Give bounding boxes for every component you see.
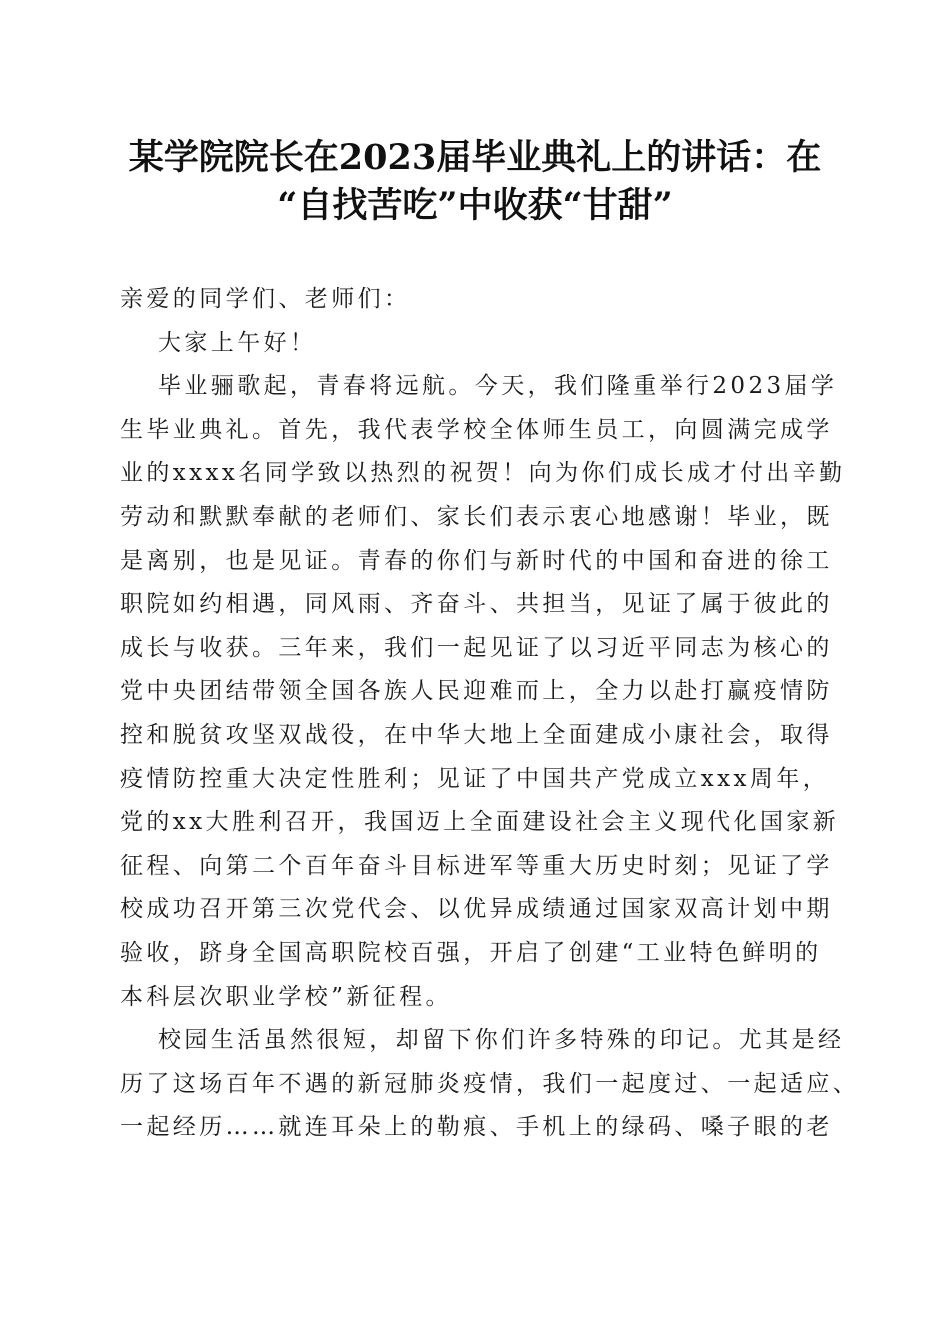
paragraph-line: 劳动和默默奉献的老师们、家长们表示衷心地感谢！毕业，既 [120,503,833,530]
document-title [100,134,850,230]
paragraph-line: 控和脱贫攻坚双战役，在中华大地上全面建成小康社会，取得 [120,721,833,748]
document-body [120,278,860,1150]
title-line-2: “自找苦吃”中收获“甘甜” [277,185,673,226]
paragraph-line: 验收，跻身全国高职院校百强，开启了创建“工业特色鲜明的 [120,939,822,966]
paragraph-line: 毕业骊歌起，青春将远航。今天，我们隆重举行2023届学 [158,373,838,400]
paragraph-line: 校成功召开第三次党代会、以优异成绩通过国家双高计划中期 [120,896,833,923]
paragraph-line: 一起经历……就连耳朵上的勒痕、手机上的绿码、嗓子眼的老 [120,1114,833,1141]
title-line-1: 某学院院长在2023届毕业典礼上的讲话：在 [128,137,822,178]
paragraph-line: 业的xxxx名同学致以热烈的祝贺！向为你们成长成才付出辛勤 [120,460,846,487]
paragraph-1 [120,365,846,1019]
paragraph-line: 历了这场百年不遇的新冠肺炎疫情，我们一起度过、一起适应、 [120,1070,860,1097]
greeting: 大家上午好！ [158,329,317,356]
paragraph-line: 是离别，也是见证。青春的你们与新时代的中国和奋进的徐工 [120,547,833,574]
paragraph-line: 职院如约相遇，同风雨、齐奋斗、共担当，见证了属于彼此的 [120,591,833,618]
paragraph-line: 生毕业典礼。首先，我代表学校全体师生员工，向圆满完成学 [120,416,833,443]
paragraph-line: 征程、向第二个百年奋斗目标进军等重大历史时刻；见证了学 [120,852,833,879]
paragraph-line: 校园生活虽然很短，却留下你们许多特殊的印记。尤其是经 [158,1027,845,1054]
paragraph-line: 党中央团结带领全国各族人民迎难而上，全力以赴打赢疫情防 [120,678,833,705]
paragraph-line: 疫情防控重大决定性胜利；见证了中国共产党成立xxx周年， [120,765,830,792]
paragraph-2 [120,1019,860,1150]
salutation: 亲爱的同学们、老师们： [120,286,411,312]
paragraph-line: 党的xx大胜利召开，我国迈上全面建设社会主义现代化国家新 [120,809,840,836]
paragraph-line: 本科层次职业学校”新征程。 [120,983,452,1010]
paragraph-line: 成长与收获。三年来，我们一起见证了以习近平同志为核心的 [120,634,833,661]
